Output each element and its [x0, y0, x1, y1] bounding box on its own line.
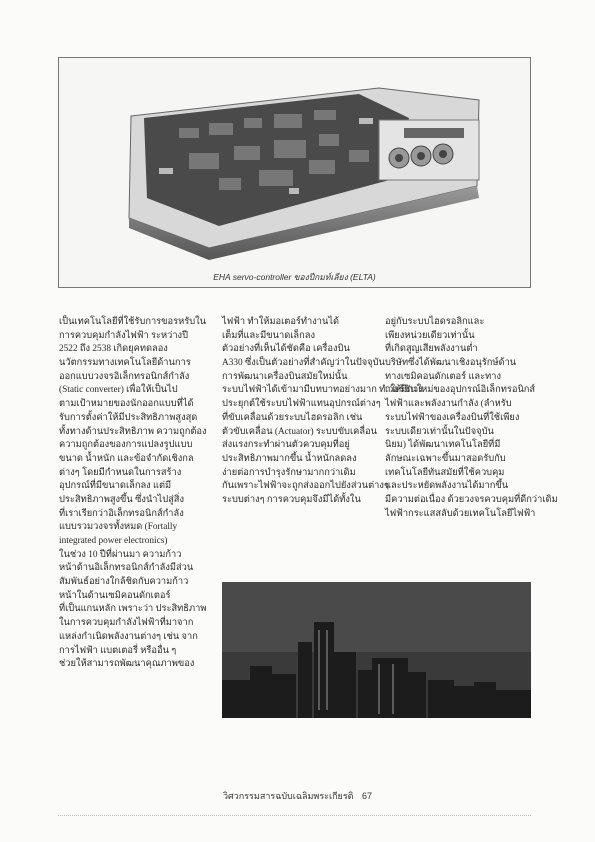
text-line: ประสิทธิภาพมากขึ้น น้ำหนักลดลง — [222, 453, 357, 464]
page-number: 67 — [362, 791, 373, 801]
journal-title: วิศวกรรมสารฉบับเฉลิมพระเกียรติ — [222, 791, 354, 801]
text-line: ง่ายต่อการบำรุงรักษามากกว่าเดิม — [222, 467, 356, 478]
text-line: ระบบไฟฟ้าได้เข้ามามีบทบาทอย่างมาก ทำให้มีการ — [222, 385, 424, 396]
text-line: ประสิทธิภาพสูงขึ้น ซึ่งนำไปสู่สิ่ง — [59, 494, 184, 505]
text-line: ตัวขับเคลื่อน (Actuator) ระบบขับเคลื่อน — [222, 426, 377, 437]
text-line: เทคโนโลยีทันสมัยที่ใช้ควบคุม — [385, 467, 505, 478]
text-line: ออกแบบวงจรอิเล็กทรอนิกส์กำลัง — [59, 371, 190, 382]
figure-caption: EHA servo-controller ของปีกมท์เลียง (ELTA) — [213, 272, 376, 282]
text-line: ระบบเดียวเท่านั้นในปัจจุบัน — [385, 426, 494, 437]
text-line: กันเพราะไฟฟ้าจะถูกส่งออกไปยังส่วนต่างๆ — [222, 481, 389, 492]
text-line: อยู่กับระบบไฮดรอลิกและ — [385, 317, 485, 327]
text-line: นิยม) ได้พัฒนาเทคโนโลยีที่มี — [385, 440, 501, 451]
text-line: แบบรวมวงจรทั้งหมด (Fortally — [59, 522, 178, 533]
text-line: การพัฒนาเครื่องบินสมัยใหม่นั้น — [222, 371, 348, 382]
text-line: ช่วยให้สามารถพัฒนาคุณภาพของ — [59, 659, 195, 670]
text-line: ที่เราเรียกว่าอิเล็กทรอนิกส์กำลัง — [59, 508, 184, 519]
text-line: ระบบต่างๆ การควบคุมจึงมีได้ทั้งใน — [222, 494, 361, 505]
text-column-1 — [59, 316, 205, 672]
text-line: ในช่วง 10 ปีที่ผ่านมา ความก้าว — [59, 549, 182, 560]
text-line: การควบคุมกำลังไฟฟ้า ระหว่างปี — [59, 330, 188, 341]
text-line: ขนาด น้ำหนัก และข้อจำกัดเชิงกล — [59, 453, 194, 464]
text-line: หน้าด้านอิเล็กทรอนิกส์กำลังมีส่วน — [59, 563, 194, 574]
text-line: ไฟฟ้ากระแสสลับด้วยเทคโนโลยีไฟฟ้า — [385, 508, 536, 519]
city-skyline-photo — [222, 582, 531, 718]
servo-controller-figure — [58, 57, 531, 288]
text-line: การไฟฟ้า แบตเตอรี่ หรืออื่น ๆ — [59, 645, 177, 656]
text-line: นวัตกรรมทางเทคโนโลยีด้านการ — [59, 358, 191, 369]
text-line: ประยุกต์ใช้ระบบไฟฟ้าแทนอุปกรณ์ต่างๆ — [222, 399, 381, 410]
text-line: มีความต่อเนื่อง ด้วยวงจรควบคุมที่ดีกว่าเดิม — [385, 494, 558, 505]
text-line: ส่งแรงกระทำผ่านตัวควบคุมที่อยู่ — [222, 440, 350, 451]
servo-controller-photo — [59, 58, 532, 289]
text-line: ความถูกต้องของการแปลงรูปแบบ — [59, 440, 193, 451]
text-line: ที่เกิดสูญเสียพลังงานต่ำ — [385, 344, 478, 355]
text-column-3 — [385, 316, 558, 521]
text-line: เต็มที่และมีขนาดเล็กลง — [222, 330, 315, 341]
text-line: อุปกรณ์ที่มีขนาดเล็กลง แต่มี — [59, 481, 172, 492]
text-line: ระบบไฟฟ้าของเครื่องบินที่ใช้เพียง — [385, 412, 520, 423]
text-line: เวอร์ชันใหม่ของอุปกรณ์อิเล็กทรอนิกส์ — [385, 385, 536, 396]
text-line: ลักษณะเฉพาะขึ้นมาสอดรับกับ — [385, 453, 506, 464]
text-line: ต่างๆ โดยมีกำหนดในการสร้าง — [59, 467, 182, 478]
text-line: สัมพันธ์อย่างใกล้ชิดกับความก้าว — [59, 577, 189, 588]
text-line: ทางเซมิคอนดักเตอร์ และทาง — [385, 371, 502, 382]
text-line: รับการตั้งค่าให้มีประสิทธิภาพสูงสุด — [59, 412, 198, 423]
text-line: ตัวอย่างที่เห็นได้ชัดคือ เครื่องบิน — [222, 344, 350, 355]
page-footer — [0, 789, 595, 803]
text-line: เป็นเทคโนโลยีที่ใช้รับการขอรหรับใน — [59, 317, 207, 327]
text-line: ไฟฟ้า ทำให้มอเตอร์ทำงานได้ — [222, 317, 340, 327]
text-line: และประหยัดพลังงานได้มากขึ้น — [385, 481, 509, 492]
footer-divider — [58, 815, 531, 816]
text-line: ในการควบคุมกำลังไฟฟ้าที่มาจาก — [59, 618, 194, 629]
text-line: บริษัทซึ่งได้พัฒนาเชิงอนุรักษ์ด้าน — [385, 358, 517, 369]
text-line: ตามเป้าหมายของนักออกแบบที่ได้ — [59, 399, 194, 410]
text-line: เพียงหน่วยเดียวเท่านั้น — [385, 330, 475, 341]
text-column-2 — [222, 316, 424, 508]
text-line: A330 ซึ่งเป็นตัวอย่างที่สำคัญว่าในปัจจุบัน — [222, 358, 385, 369]
text-line: ไฟฟ้าและพลังงานกำลัง (ลำหรับ — [385, 399, 512, 410]
text-line: (Static converter) เพื่อให้เป็นไป — [59, 385, 178, 396]
text-line: 2522 ถึง 2538 เกิดยุคทดลอง — [59, 344, 168, 355]
text-line: ทั้งทางด้านประสิทธิภาพ ความถูกต้อง — [59, 426, 207, 437]
text-line: ที่ขับเคลื่อนด้วยระบบไฮดรอลิก เช่น — [222, 412, 363, 423]
text-line: ที่เป็นแกนหลัก เพราะว่า ประสิทธิภาพ — [59, 604, 207, 615]
text-line: หน้าในด้านเซมิคอนดักเตอร์ — [59, 590, 171, 601]
text-line: integrated power electronics) — [59, 536, 168, 546]
text-line: แหล่งกำเนิดพลังงานต่างๆ เช่น จาก — [59, 631, 198, 642]
